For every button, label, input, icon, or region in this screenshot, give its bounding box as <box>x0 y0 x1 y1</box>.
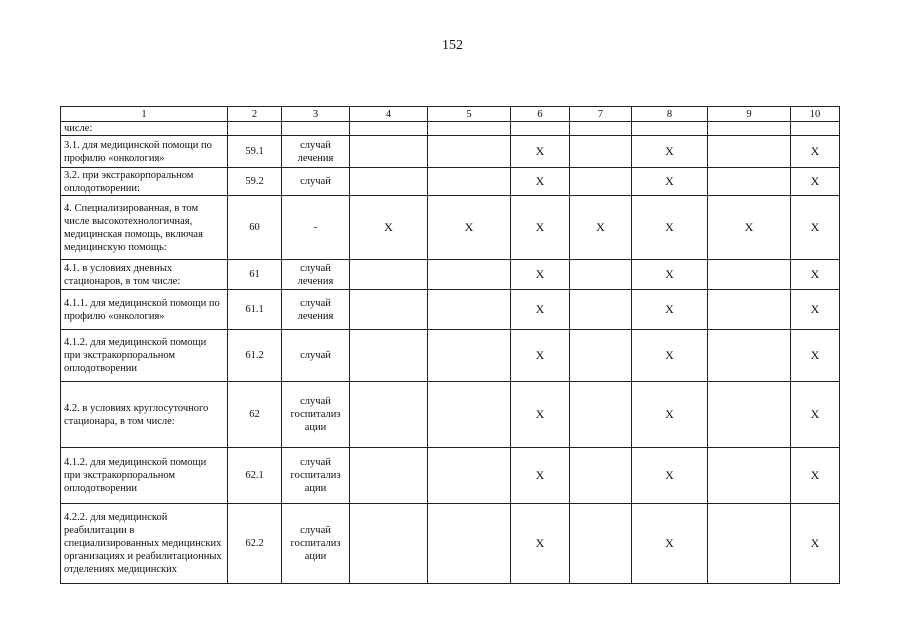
row-code: 61.1 <box>228 290 282 330</box>
table-cell: Х <box>791 330 840 382</box>
row-description: 4.1.2. для медицинской помощи при экстракорпоральном оплодотворении <box>61 448 228 504</box>
table-cell <box>570 136 632 168</box>
table-cell: Х <box>632 504 708 584</box>
table-cell: Х <box>511 382 570 448</box>
table-cell: Х <box>511 136 570 168</box>
page-number: 152 <box>442 38 463 53</box>
row-description: 4.2. в условиях круглосуточного стационара, в том числе: <box>61 382 228 448</box>
table-cell <box>350 504 428 584</box>
table-cell <box>428 122 511 136</box>
table-cell <box>632 122 708 136</box>
row-code: 59.2 <box>228 168 282 196</box>
table-cell <box>708 504 791 584</box>
table-cell <box>428 136 511 168</box>
table-cell <box>570 330 632 382</box>
unit-cell: случай <box>282 168 350 196</box>
row-code: 62.2 <box>228 504 282 584</box>
column-number-row <box>61 107 840 122</box>
table-cell <box>350 260 428 290</box>
table-cell: Х <box>511 260 570 290</box>
table-cell <box>350 290 428 330</box>
table-cell: Х <box>632 382 708 448</box>
table-cell <box>708 448 791 504</box>
table-cell <box>511 122 570 136</box>
unit-cell: случай госпитализ ации <box>282 504 350 584</box>
unit-cell: случай лечения <box>282 290 350 330</box>
table-cell: Х <box>791 290 840 330</box>
table-cell <box>350 122 428 136</box>
table-cell: Х <box>632 330 708 382</box>
column-number: 6 <box>511 107 570 122</box>
column-number: 8 <box>632 107 708 122</box>
table-cell <box>350 168 428 196</box>
row-description: 4.1.1. для медицинской помощи по профилю «онкология» <box>61 290 228 330</box>
table-cell: Х <box>791 196 840 260</box>
table-row <box>61 290 840 330</box>
table-cell <box>708 260 791 290</box>
column-number: 7 <box>570 107 632 122</box>
row-code: 62.1 <box>228 448 282 504</box>
table-cell <box>428 382 511 448</box>
table-cell: Х <box>791 448 840 504</box>
table-cell <box>350 448 428 504</box>
table-cell: Х <box>511 290 570 330</box>
table-cell: Х <box>511 504 570 584</box>
column-number: 9 <box>708 107 791 122</box>
table-row <box>61 168 840 196</box>
row-description: числе: <box>61 122 228 136</box>
table-cell: Х <box>511 448 570 504</box>
row-description: 3.2. при экстракорпоральном оплодотворении: <box>61 168 228 196</box>
unit-cell: случай <box>282 330 350 382</box>
table-cell: Х <box>350 196 428 260</box>
table-cell <box>350 330 428 382</box>
unit-cell: случай госпитализ ации <box>282 448 350 504</box>
table-row <box>61 136 840 168</box>
table-cell: Х <box>791 136 840 168</box>
column-number: 5 <box>428 107 511 122</box>
table-cell: Х <box>632 260 708 290</box>
table-cell <box>708 136 791 168</box>
table-cell <box>428 290 511 330</box>
column-number: 10 <box>791 107 840 122</box>
table-cell: Х <box>632 136 708 168</box>
table-cell: Х <box>791 168 840 196</box>
table-cell: Х <box>428 196 511 260</box>
unit-cell: - <box>282 196 350 260</box>
row-description: 4.2.2. для медицинской реабилитации в специализированных медицинских организациях и реабилитационных отделениях медицинских <box>61 504 228 584</box>
table-cell <box>791 122 840 136</box>
table-cell <box>570 382 632 448</box>
table-cell: Х <box>791 382 840 448</box>
table-cell <box>708 290 791 330</box>
table-cell: Х <box>708 196 791 260</box>
table-cell <box>570 448 632 504</box>
table-cell <box>570 260 632 290</box>
column-number: 4 <box>350 107 428 122</box>
row-description: 3.1. для медицинской помощи по профилю «онкология» <box>61 136 228 168</box>
table-cell: Х <box>511 330 570 382</box>
column-number: 3 <box>282 107 350 122</box>
table-row <box>61 382 840 448</box>
row-code: 59.1 <box>228 136 282 168</box>
row-code: 61.2 <box>228 330 282 382</box>
table-cell <box>708 382 791 448</box>
row-description: 4.1.2. для медицинской помощи при экстракорпоральном оплодотворении <box>61 330 228 382</box>
row-code: 60 <box>228 196 282 260</box>
row-code <box>228 122 282 136</box>
table-cell <box>708 168 791 196</box>
table-cell <box>428 168 511 196</box>
table-cell <box>428 448 511 504</box>
table-cell <box>708 122 791 136</box>
table-cell: Х <box>791 504 840 584</box>
table-cell: Х <box>511 168 570 196</box>
unit-cell: случай госпитализ ации <box>282 382 350 448</box>
unit-cell: случай лечения <box>282 260 350 290</box>
table-cell: Х <box>632 168 708 196</box>
table-row <box>61 196 840 260</box>
table-row <box>61 260 840 290</box>
table-cell <box>350 382 428 448</box>
row-code: 61 <box>228 260 282 290</box>
table-cell: Х <box>570 196 632 260</box>
row-description: 4. Специализированная, в том числе высокотехнологичная, медицинская помощь, включая медицинскую помощь: <box>61 196 228 260</box>
table-row <box>61 448 840 504</box>
column-number: 1 <box>61 107 228 122</box>
table-cell: Х <box>632 196 708 260</box>
table-cell <box>570 504 632 584</box>
table-cell: Х <box>632 290 708 330</box>
table-row <box>61 330 840 382</box>
table-cell <box>570 168 632 196</box>
table-row <box>61 504 840 584</box>
table-cell: Х <box>791 260 840 290</box>
table-cell <box>570 290 632 330</box>
unit-cell <box>282 122 350 136</box>
table-cell: Х <box>511 196 570 260</box>
table-cell <box>428 260 511 290</box>
table-cell <box>428 504 511 584</box>
table-cell <box>570 122 632 136</box>
table-cell: Х <box>632 448 708 504</box>
column-number: 2 <box>228 107 282 122</box>
data-table <box>60 106 840 584</box>
row-code: 62 <box>228 382 282 448</box>
table-row <box>61 122 840 136</box>
unit-cell: случай лечения <box>282 136 350 168</box>
row-description: 4.1. в условиях дневных стационаров, в том числе: <box>61 260 228 290</box>
table-cell <box>428 330 511 382</box>
table-cell <box>350 136 428 168</box>
table-cell <box>708 330 791 382</box>
